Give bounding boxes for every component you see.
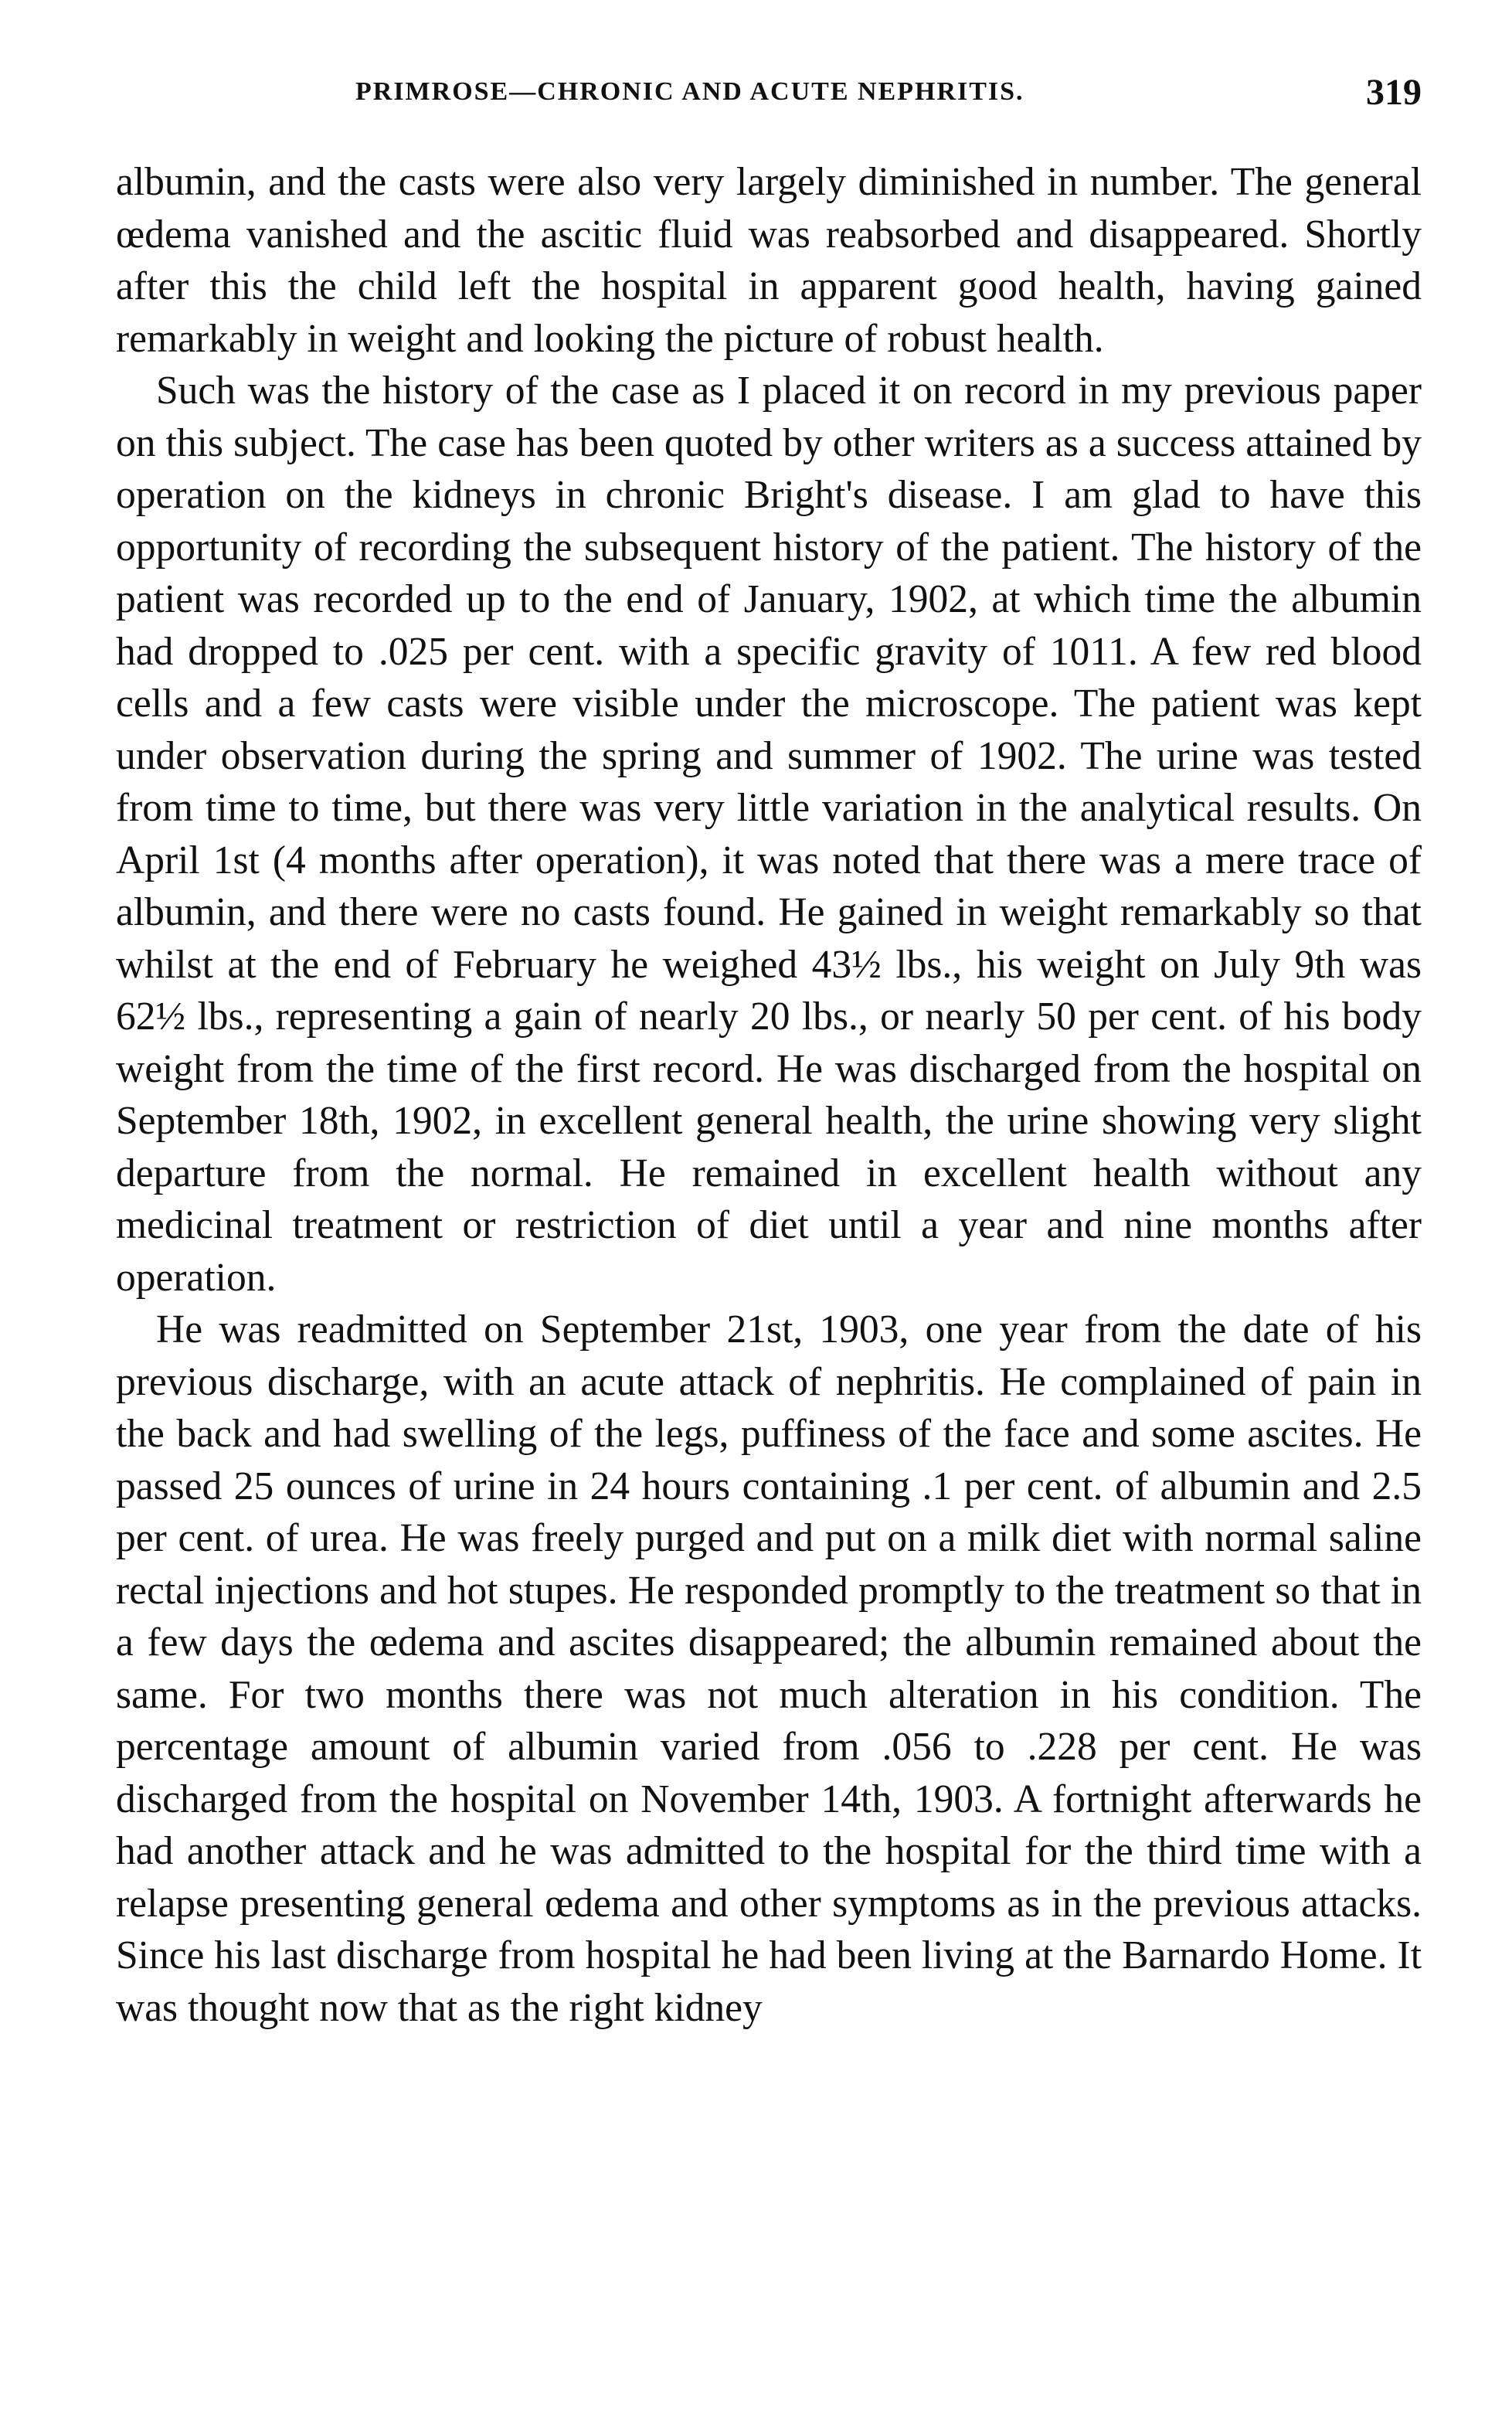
page-number: 319 [1366,72,1422,113]
article-body [116,156,1422,2034]
paragraph: albumin, and the casts were also very largely diminished in number. The general œdema vanished and the ascitic fluid was reabsorbed and disappeared. Shortly after this the child left the hospital in apparent good health, having gained remarkably in weight and looking the picture of robust health. [116,160,1422,361]
running-title: PRIMROSE—CHRONIC AND ACUTE NEPHRITIS. [355,77,1024,106]
paragraph: He was readmitted on September 21st, 1903, one year from the date of his previous discharge, with an acute attack of nephritis. He complained of pain in the back and had swelling of the legs, puffiness of the face and some ascites. He passed 25 ounces of urine in 24 hours containing .1 per cent. of albumin and 2.5 per cent. of urea. He was freely purged and put on a milk diet with normal saline rectal injections and hot stupes. He responded promptly to the treatment so that in a few days the œdema and ascites disappeared; the albumin remained about the same. For two months there was not much alteration in his condition. The percentage amount of albumin varied from .056 to .228 per cent. He was discharged from the hospital on November 14th, 1903. A fortnight afterwards he had another attack and he was admitted to the hospital for the third time with a relapse presenting general œdema and other symptoms as in the previous attacks. Since his last discharge from hospital he had been living at the Barnardo Home. It was thought now that as the right kidney [116,1307,1422,2030]
running-head [116,71,1422,117]
journal-page [116,71,1422,2034]
paragraph: Such was the history of the case as I placed it on record in my previous paper on this subject. The case has been quoted by other writers as a success attained by operation on the kidneys in chronic Bright's disease. I am glad to have this opportunity of recording the subsequent history of the patient. The history of the patient was recorded up to the end of January, 1902, at which time the albumin had dropped to .025 per cent. with a specific gravity of 1011. A few red blood cells and a few casts were visible under the microscope. The patient was kept under observation during the spring and summer of 1902. The urine was tested from time to time, but there was very little variation in the analytical results. On April 1st (4 months after operation), it was noted that there was a mere trace of albumin, and there were no casts found. He gained in weight remarkably so that whilst at the end of February he weighed 43½ lbs., his weight on July 9th was 62½ lbs., representing a gain of nearly 20 lbs., or nearly 50 per cent. of his body weight from the time of the first record. He was discharged from the hospital on September 18th, 1902, in excellent general health, the urine showing very slight departure from the normal. He remained in excellent health without any medicinal treatment or restriction of diet until a year and nine months after operation. [116,369,1422,1300]
